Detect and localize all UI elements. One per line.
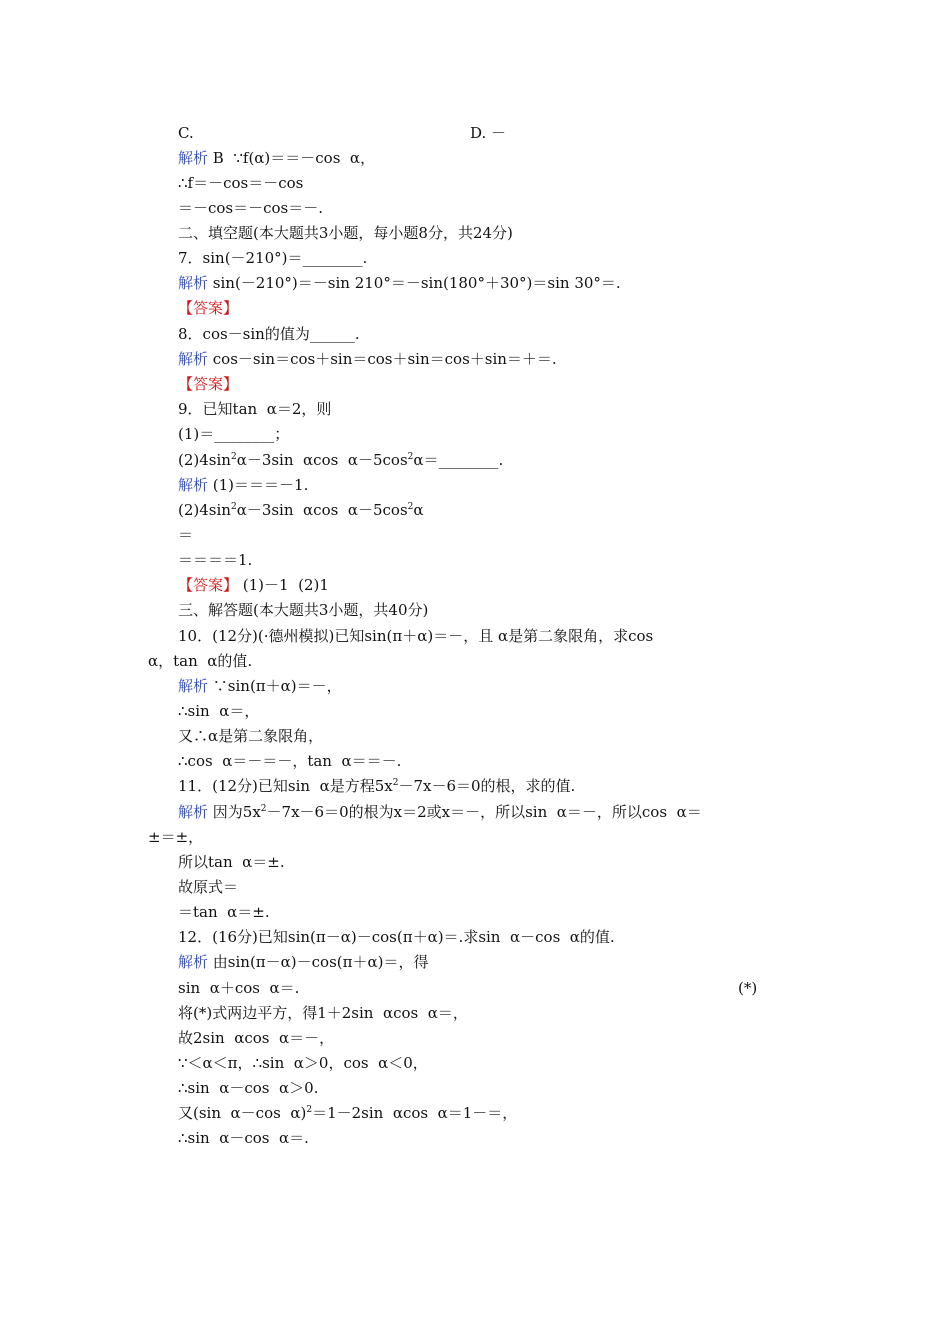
text-line-l25: [178, 727, 323, 745]
text-segment: ＝: [178, 526, 194, 544]
superscript: 2: [392, 778, 399, 788]
text-segment: 三、解答题(本大题共3小题，共40分): [178, 601, 429, 619]
text-line-l06: [178, 249, 367, 267]
text-segment: sin α＋cos α＝.: [178, 979, 300, 997]
text-line-l29: [148, 828, 203, 846]
text-segment: 由sin(π－α)－cos(π＋α)＝，得: [208, 953, 429, 971]
text-line-l24: [178, 702, 259, 720]
text-segment: 故原式＝: [178, 878, 239, 896]
text-segment: ＝＝＝＝1.: [178, 551, 253, 569]
text-line-l04: [178, 199, 323, 217]
text-segment: ＝－cos＝－cos＝－.: [178, 199, 324, 217]
text-line-l33: [178, 928, 615, 946]
text-segment: ∴cos α＝－＝－，tan α＝＝－.: [178, 752, 402, 770]
text-line-l36: [178, 1004, 468, 1022]
text-line-l10: [178, 350, 557, 368]
text-line-l17: [178, 526, 193, 544]
superscript: 2: [407, 452, 414, 462]
analysis-label: 解析: [178, 274, 209, 292]
text-segment: 12．(16分)已知sin(π－α)－cos(π＋α)＝.求sin α－cos α的值.: [178, 928, 615, 946]
text-line-l32: [178, 903, 270, 921]
text-line-l14: [178, 451, 503, 469]
text-segment: ∴sin α＝，: [178, 702, 260, 720]
text-segment: (1)＝________；: [178, 425, 290, 443]
text-line-l01: [178, 124, 194, 142]
text-line-l07: [178, 274, 621, 292]
text-segment: ＝1－2sin αcos α＝1－＝，: [312, 1104, 518, 1122]
text-line-l09: [178, 325, 360, 343]
text-segment: B ∵f(α)＝＝－cos α，: [208, 149, 376, 167]
superscript: 2: [306, 1105, 313, 1115]
text-line-l38: [178, 1054, 428, 1072]
text-segment: α－3sin αcos α－5cos: [236, 501, 408, 519]
text-segment: 所以tan α＝±.: [178, 853, 285, 871]
text-line-l21: [178, 627, 653, 645]
analysis-label: 解析: [178, 350, 209, 368]
text-segment: ∵＜α＜π，∴sin α＞0，cos α＜0，: [178, 1054, 428, 1072]
text-segment: sin(－210°)＝－sin 210°＝－sin(180°＋30°)＝sin 30°＝.: [208, 274, 621, 292]
text-line-l08: [178, 299, 238, 317]
text-line-l27: [178, 777, 575, 795]
text-line-l12: [178, 400, 331, 418]
text-segment: 7．sin(－210°)＝________.: [178, 249, 368, 267]
text-line-l22: [148, 652, 252, 670]
text-line-l13: [178, 425, 289, 443]
text-line-l30: [178, 853, 285, 871]
text-segment: 故2sin αcos α＝－，: [178, 1029, 335, 1047]
text-segment: (1)＝＝＝－1.: [208, 476, 309, 494]
text-segment: ∴f＝－cos＝－cos: [178, 174, 304, 192]
text-segment: －7x－6＝0的根为x＝2或x＝－，所以sin α＝－，所以cos α＝: [266, 803, 702, 821]
text-segment: 二、填空题(本大题共3小题，每小题8分，共24分): [178, 224, 513, 242]
text-line-l02: [178, 149, 375, 167]
analysis-label: 解析: [178, 953, 209, 971]
text-segment: ±＝±，: [148, 828, 204, 846]
text-segment: 11．(12分)已知sin α是方程5x: [178, 777, 393, 795]
text-segment: －7x－6＝0的根，求的值.: [398, 777, 576, 795]
text-line-l34: [178, 953, 428, 971]
text-segment: (1)－1 (2)1: [238, 576, 329, 594]
text-segment: 10．(12分)(·德州模拟)已知sin(π＋α)＝－，且 α是第二象限角，求cos: [178, 627, 654, 645]
answer-label: 【答案】: [178, 299, 239, 317]
text-segment: 将(*)式两边平方，得1＋2sin αcos α＝，: [178, 1004, 468, 1022]
text-line-l15: [178, 476, 308, 494]
text-line-l18: [178, 551, 252, 569]
text-line-l35: [178, 979, 299, 997]
superscript: 2: [260, 804, 267, 814]
answer-label: 【答案】: [178, 375, 239, 393]
text-line-l05: [178, 224, 513, 242]
text-segment: ＝tan α＝±.: [178, 903, 270, 921]
text-segment: 又(sin α－cos α): [178, 1104, 307, 1122]
superscript: 2: [230, 452, 237, 462]
text-segment: C.: [178, 124, 194, 142]
text-segment: cos－sin＝cos＋sin＝cos＋sin＝cos＋sin＝＋＝.: [208, 350, 557, 368]
text-line-l41: [178, 1129, 309, 1147]
analysis-label: 解析: [178, 677, 209, 695]
text-segment: α: [413, 501, 424, 519]
text-segment: 9．已知tan α＝2，则: [178, 400, 332, 418]
text-line-l23: [178, 677, 342, 695]
text-segment: (2)4sin: [178, 451, 231, 469]
text-line-l31: [178, 878, 238, 896]
text-line-l03: [178, 174, 303, 192]
text-line-l37: [178, 1029, 334, 1047]
text-line-l11: [178, 375, 238, 393]
text-segment: 又∴α是第二象限角，: [178, 727, 324, 745]
superscript: 2: [230, 502, 237, 512]
text-segment: ∴sin α－cos α＝.: [178, 1129, 309, 1147]
text-line-l20: [178, 601, 428, 619]
text-segment: ∵sin(π＋α)＝－，: [208, 677, 342, 695]
analysis-label: 解析: [178, 149, 209, 167]
text-segment: (2)4sin: [178, 501, 231, 519]
text-line-l19: [178, 576, 329, 594]
text-segment: 8．cos－sin的值为______.: [178, 325, 360, 343]
right-column-text: D. －: [470, 124, 507, 142]
superscript: 2: [407, 502, 414, 512]
text-segment: α－3sin αcos α－5cos: [236, 451, 408, 469]
analysis-label: 解析: [178, 803, 209, 821]
text-line-l16: [178, 501, 424, 519]
text-line-l40: [178, 1104, 517, 1122]
analysis-label: 解析: [178, 476, 209, 494]
text-line-l26: [178, 752, 401, 770]
answer-label: 【答案】: [178, 576, 239, 594]
text-segment: ∴sin α－cos α＞0.: [178, 1079, 319, 1097]
right-column-text: (*): [738, 979, 758, 997]
text-line-l39: [178, 1079, 318, 1097]
text-segment: α，tan α的值.: [148, 652, 253, 670]
text-segment: α＝________.: [413, 451, 504, 469]
text-line-l28: [178, 803, 702, 821]
text-segment: 因为5x: [208, 803, 261, 821]
